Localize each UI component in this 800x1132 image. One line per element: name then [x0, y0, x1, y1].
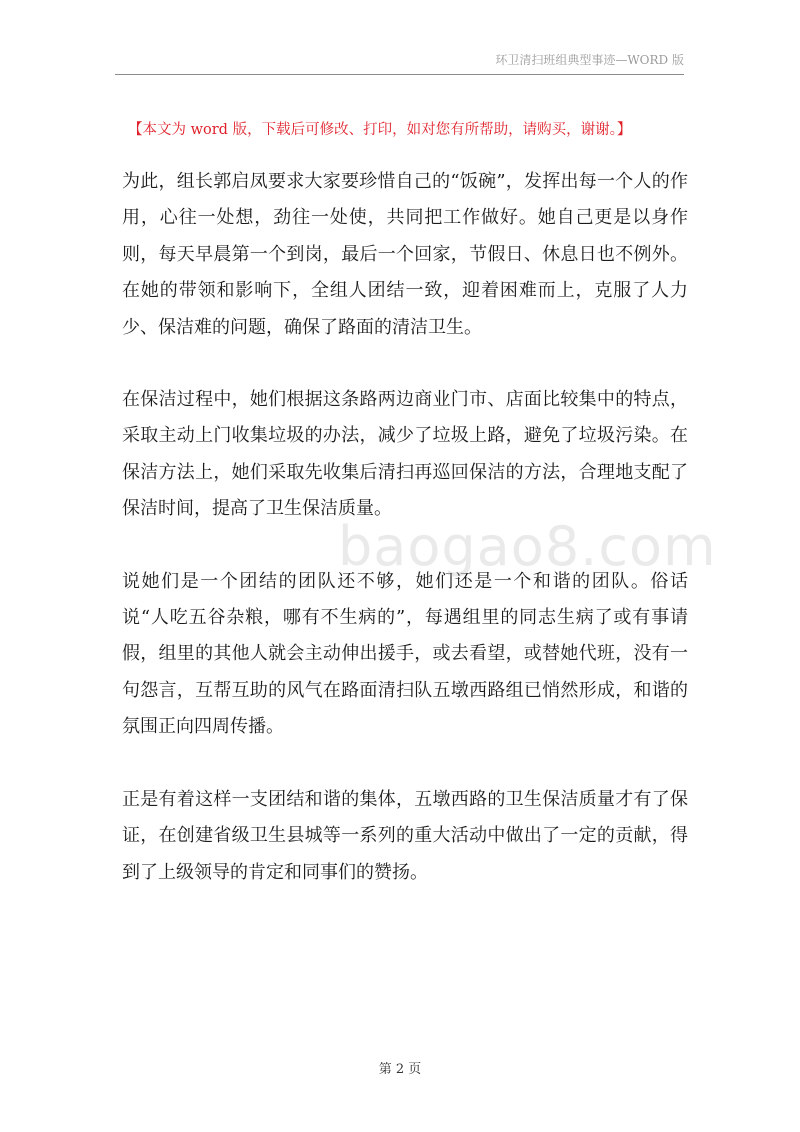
- body-paragraph-4: 正是有着这样一支团结和谐的集体，五墩西路的卫生保洁质量才有了保证，在创建省级卫生县城等一系列的重大活动中做出了一定的贡献，得到了上级领导的肯定和同事们的赞扬。: [122, 788, 688, 883]
- header-rule: [115, 74, 684, 75]
- body-paragraph-1: 为此，组长郭启凤要求大家要珍惜自己的“饭碗”，发挥出每一个人的作用，心往一处想，劲往一处使，共同把工作做好。她自己更是以身作则，每天早晨第一个到岗，最后一个回家，节假日、休息日也不例外。在她的带领和影响下，全组人团结一致，迎着困难而上，克服了人力少、保洁难的问题，确保了路面的清洁卫生。: [122, 171, 688, 338]
- page-header-title: 环卫清扫班组典型事迹—WORD 版: [495, 53, 684, 67]
- download-notice: 【本文为 word 版，下载后可修改、打印，如对您有所帮助，请购买，谢谢。】: [128, 122, 632, 138]
- watermark: baogao8.com: [338, 515, 717, 578]
- body-paragraph-3: 说她们是一个团结的团队还不够，她们还是一个和谐的团队。俗话说“人吃五谷杂粮，哪有不生病的”，每遇组里的同志生病了或有事请假，组里的其他人就会主动伸出援手，或去看望，或替她代班，没有一句怨言，互帮互助的风气在路面清扫队五墩西路组已悄然形成，和谐的氛围正向四周传播。: [122, 570, 688, 738]
- document-body: [122, 164, 688, 891]
- page-number: 第 2 页: [378, 1062, 422, 1077]
- body-paragraph-2: 在保洁过程中，她们根据这条路两边商业门市、店面比较集中的特点，采取主动上门收集垃圾的办法，减少了垃圾上路，避免了垃圾污染。在保洁方法上，她们采取先收集后清扫再巡回保洁的方法，合理地支配了保洁时间，提高了卫生保洁质量。: [122, 389, 688, 520]
